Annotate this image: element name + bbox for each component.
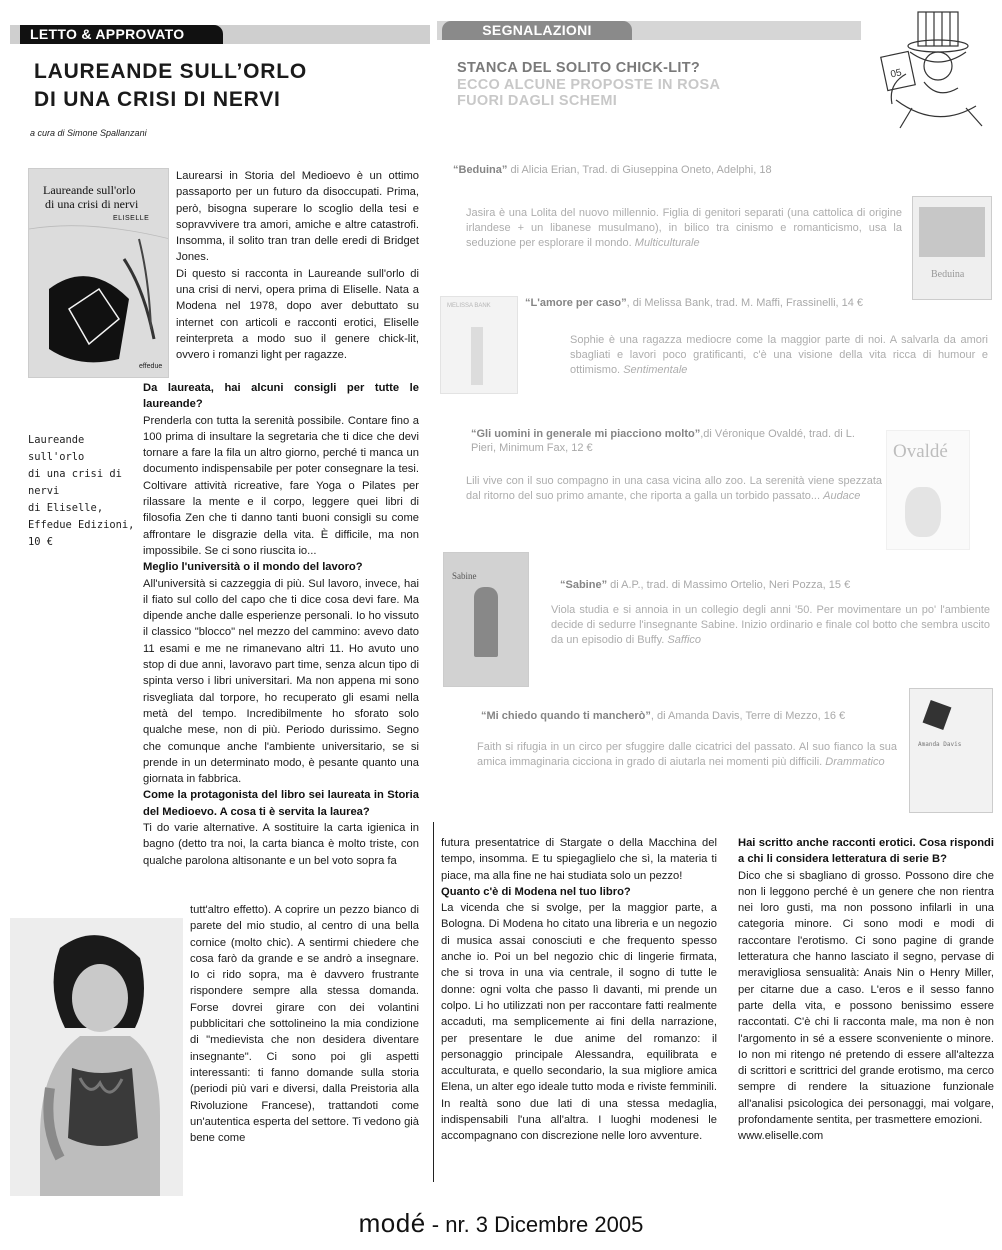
caption-line2: di una crisi di: [28, 468, 122, 480]
book-cover-title-line1: Laureande sull'orlo: [43, 183, 136, 197]
article-column-1c: [190, 902, 419, 1146]
review-4-title: “Sabine”: [560, 579, 608, 591]
segnalazioni-title-line2: ECCO ALCUNE PROPOSTE IN ROSA: [457, 76, 721, 93]
left-section-bar: [10, 25, 430, 44]
question-2: Meglio l'università o il mondo del lavoro?: [143, 561, 363, 574]
review-3-cover-title: Ovaldé: [893, 441, 948, 462]
review-4-genre: Saffico: [667, 634, 702, 647]
article-title-line2: DI UNA CRISI DI NERVI: [34, 88, 281, 111]
article-column-1: [176, 168, 419, 364]
cartoon-illustration: [866, 4, 998, 134]
review-3-meta: ,di Véronique Ovaldé, trad. di L. Pieri, Minimum Fax, 12 €: [471, 428, 855, 454]
author-photo: [10, 918, 183, 1196]
right-section-bar: [437, 21, 861, 40]
article-column-2: [441, 835, 717, 1145]
review-5-cover: [909, 688, 993, 813]
question-5: Hai scritto anche racconti erotici. Cosa rispondi a chi li considera letteratura di serie B?: [738, 837, 994, 866]
review-5-cover-author: Amanda Davis: [918, 741, 962, 748]
review-2-cover: [440, 296, 518, 394]
review-5-meta: , di Amanda Davis, Terre di Mezzo, 16 €: [650, 710, 846, 722]
review-1-cover-art: [919, 207, 985, 257]
answer-5: Dico che si sbagliano di grosso. Possono dire che non li leggono perché è un genere che non rientra nei loro gusti, ma non possono infilarli in una categoria minore. Ci sono modi e modi di raccontare l'erotismo. Ci sono pagine di grande letteratura che hanno lasciato il segno, pervase di meravigliosa sensualità: Anais Nin o Henry Miller, per citarne due a caso. L'eros e il sesso fanno parte della vita, e possono benissimo essere raccontati. C'è chi li racconta male, ma non è non l'argomento in sé a essere sconveniente o minore. Io non mi ritengo né pretendo di essere all'altezza di scrittori e scrittrici del grande erotismo, ma cerco sempre di rendere la situazione funzionale all'analisi psicologica dei personaggi, mai volgare, profondamente sentita, per trasmettere emozioni.: [738, 869, 994, 1127]
footer-brand: modé: [358, 1208, 426, 1238]
article-title-line1: LAUREANDE SULL’ORLO: [34, 60, 308, 83]
book-cover-publisher: effedue: [139, 363, 163, 370]
review-1-body: [466, 206, 902, 252]
review-3-cover: [886, 430, 970, 550]
review-3-header: [471, 427, 881, 455]
review-2-cover-author: MELISSA BANK: [447, 303, 491, 309]
review-4-cover: [443, 552, 529, 687]
review-3-cover-art: [905, 487, 941, 537]
article-paragraph-intro: Laurearsi in Storia del Medioevo è un ottimo passaporto per un futuro da disoccupati. Prima, però, bisogna superare lo scoglio della tesi e sopravvivere tra amori, amiche e altre catastrofi. Insomma, il solito tran tran delle eredi di Bridget Jones.: [176, 170, 419, 264]
review-4-cover-title: Sabine: [452, 571, 477, 581]
article-column-1b: [143, 380, 419, 869]
answer-2: All'università si cazzeggia di più. Sul lavoro, invece, hai il fiato sul collo del capo che ti dice cosa devi fare. Ma dipende anche dalle esperienze personali. Io ho vissuto il classico "blocco" nel mezzo del cammino: avevo dato 11 esami e me ne rimanevano altri 11. Ho avuto uno stop di due anni, lavoravo part time, senza alcun tipo di spinta verso i libri universitari. Ma non appena mi sono risvegliata dal torpore, ho recuperato gli esami nella metà del tempo. Incredibilmente ho sforato solo qualche mese, non di più. Periodo durissimo. Segno che comunque anche l'ambiente universitario, se si prende in un determinato modo, è pesante quanto una giornata in fabbrica.: [143, 577, 419, 786]
answer-3-part1: Ti do varie alternative. A sostituire la carta igienica in bagno (detto tra noi, la carta bianca è molto triste, con qualche parolona altisonante e un bel voto sopra fa: [143, 822, 419, 867]
book-cover-author: ELISELLE: [113, 215, 150, 222]
review-3-body: [466, 474, 882, 504]
svg-text:05: 05: [889, 67, 903, 81]
article-title: [34, 58, 307, 114]
review-5-header: [481, 709, 845, 723]
review-4-meta: di A.P., trad. di Massimo Ortelio, Neri Pozza, 15 €: [607, 579, 851, 591]
answer-3-part3: futura presentatrice di Stargate o della Macchina del tempo, insomma. E tu spiegaglielo che sì, la materia ti piace, ma alla fine ne hai studiata solo un pezzo!: [441, 837, 717, 882]
review-5-text: Faith si rifugia in un circo per sfuggire dalle cicatrici del passato. Al suo fianco la sua amica immaginaria cicciona in grado di aiutarla nei momenti più difficili.: [477, 741, 897, 769]
question-4: Quanto c'è di Modena nel tuo libro?: [441, 885, 631, 898]
review-5-genre: Drammatico: [825, 756, 885, 769]
review-5-body: [477, 740, 897, 770]
segnalazioni-title-line3: FUORI DAGLI SCHEMI: [457, 93, 618, 109]
author-website: www.eliselle.com: [738, 1130, 824, 1143]
answer-1: Prenderla con tutta la serenità possibile. Contare fino a 100 prima di insultare la segretaria che ti dice che devi tornare a fare la fila un altro giorno, perché ti manca un documento indispensabile per poter consegnare la tesi. Coltivare attività ricreative, fare Yoga o Pilates per rilassare la mente e il corpo, leggere quei libri di filosofia Zen che ti danno tanti buoni consigli su come affrontare le disgrazie della vita. È difficile, ma non impossibile. Se ci sono riuscita io...: [143, 414, 419, 557]
caption-line3: nervi: [28, 485, 60, 497]
caption-line4: di Eliselle,: [28, 502, 104, 514]
review-3-title: “Gli uomini in generale mi piacciono molto”: [471, 428, 701, 440]
review-4-text: Viola studia e si annoia in un collegio degli anni '50. Per movimentare un po' l'ambiente decide di sedurre l'insegnante Sabine. Inizio ordinario e finale col botto che sembra uscito da un episodio di Buffy.: [551, 604, 990, 647]
review-1-cover-title: Beduina: [931, 269, 965, 280]
review-2-title: “L'amore per caso”: [525, 297, 627, 309]
review-1-meta: di Alicia Erian, Trad. di Giuseppina Oneto, Adelphi, 18: [507, 164, 772, 176]
review-2-header: [525, 296, 863, 310]
article-byline: a cura di Simone Spallanzani: [30, 128, 147, 138]
article-paragraph-bio: Di questo si racconta in Laureande sull'orlo di una crisi di nervi, opera prima di Eliselle. Nata a Modena nel 1978, dopo aver debuttato su internet con articoli e racconti erotici, Eliselle reinterpreta a modo suo il genere chick-lit, ovvero i romanzi light per ragazze.: [176, 267, 419, 362]
book-caption: [28, 432, 136, 551]
answer-3-part2: tutt'altro effetto). A coprire un pezzo bianco di parete del mio studio, al centro di una bella cornice (molto chic). A sentirmi chiedere che cosa farò da grande e se andrò a insegnare. Io ci rido sopra, ma è davvero frustrante rispondere sempre alla stessa domanda. Forse dovrei girare con dei volantini pubblicitari che sottolineino la mia condizione di "medievista che non desidera diventare insegnante". Ci sono poi gli aspetti interessanti: ti fanno domande sulla storia (periodi più vari e diversi, dalla Preistoria alla Rivoluzione Francese), trattandoti come un'autentica esperta del settore. Ti vedono già bene come: [190, 904, 419, 1145]
review-1-genre: Multiculturale: [634, 237, 700, 250]
review-3-text: Lili vive con il suo compagno in una casa vicina allo zoo. La serenità viene spezzata dal ritorno del suo primo amante, che riporta a galla un torbido passato...: [466, 475, 882, 503]
review-1-header: [453, 163, 772, 177]
book-cover-laureande: [28, 168, 169, 378]
question-3: Come la protagonista del libro sei laureata in Storia del Medioevo. A cosa ti è servita la laurea?: [143, 789, 419, 818]
caption-line1: Laureande sull'orlo: [28, 434, 85, 463]
review-5-title: “Mi chiedo quando ti mancherò”: [481, 710, 651, 722]
review-3-genre: Audace: [823, 490, 861, 503]
review-2-cover-art: [471, 327, 483, 385]
footer-issue: - nr. 3 Dicembre 2005: [425, 1212, 644, 1237]
review-1-text: Jasira è una Lolita del nuovo millennio. Figlia di genitori separati (una cattolica di origine irlandese + un libanese musulmano), in bilico tra cinismo e romanticismo, usa la seduzione per esplorare il mondo.: [466, 207, 902, 250]
column-divider: [433, 822, 434, 1182]
page-footer: [0, 1208, 1002, 1239]
review-4-body: [551, 603, 990, 649]
review-2-genre: Sentimentale: [623, 364, 688, 377]
author-photo-art: [10, 918, 183, 1196]
review-1-cover: [912, 196, 992, 300]
review-4-cover-art: [474, 587, 498, 657]
review-5-cover-art: [923, 700, 952, 730]
review-2-meta: , di Melissa Bank, trad. M. Maffi, Frassinelli, 14 €: [626, 297, 864, 309]
section-label-letto-approvato: LETTO & APPROVATO: [20, 25, 223, 44]
segnalazioni-title: [457, 60, 720, 110]
review-4-header: [560, 578, 850, 592]
book-cover-title-line2: di una crisi di nervi: [45, 197, 139, 211]
review-2-body: [570, 333, 988, 379]
question-1: Da laureata, hai alcuni consigli per tutte le laureande?: [143, 382, 419, 411]
answer-4: La vicenda che si svolge, per la maggior parte, a Bologna. Di Modena ho citato una libreria e un negozio di musica assai conosciuti e che frequento spesso anche io. Poi un bel negozio chic di lingerie firmata, che si trova in una via centrale, il sogno di tutte le donne: ogni volta che passo lì davanti, mi prende un colpo. Li ho utilizzati non per raccontare fatti realmente accaduti, ma semplicemente ai fini della narrazione, per presentare le due anime del romanzo: il personaggio principale Alessandra, equilibrata e acculturata, e quello secondario, la sua migliore amica Elena, un alter ego ideale tutto moda e riviste femminili. In realtà sono due lati di una stessa medaglia, indispensabili l'una all'altra. I luoghi modenesi le accompagnano con discrezione nelle loro avventure.: [441, 902, 717, 1143]
segnalazioni-title-line1: STANCA DEL SOLITO CHICK-LIT?: [457, 60, 701, 76]
review-2-text: Sophie è una ragazza mediocre come la maggior parte di noi. A salvarla da amori sbagliati e lavori poco gratificanti, c'è una visione della vita ricca di humour e ottimismo.: [570, 334, 988, 377]
review-1-title: “Beduina”: [453, 164, 508, 176]
caption-line6: 10 €: [28, 536, 54, 548]
article-column-3: [738, 835, 994, 1145]
section-label-segnalazioni: SEGNALAZIONI: [442, 21, 632, 40]
caption-line5: Effedue Edizioni,: [28, 519, 135, 531]
